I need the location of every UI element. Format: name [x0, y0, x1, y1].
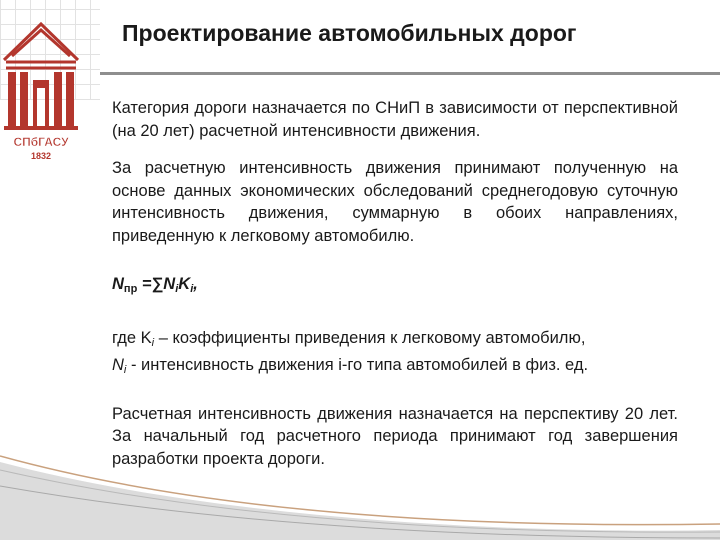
legend-k-subscript: i: [151, 336, 155, 349]
legend-n: N: [112, 356, 124, 374]
logo-year-text: 1832: [30, 151, 52, 160]
formula: [112, 273, 678, 301]
formula-n-subscript: пр: [123, 283, 138, 295]
paragraph-legend: [112, 327, 678, 382]
formula-ki-subscript: i: [190, 283, 194, 295]
legend-n-text: - интенсивность движения i-го типа автомобилей в физ. ед.: [126, 356, 589, 374]
legend-k-prefix: где K: [112, 328, 152, 347]
formula-ni-subscript: i: [175, 283, 179, 295]
paragraph-intensity-definition: За расчетную интенсивность движения принимают полученную на основе данных экономических обследований среднегодовую суточную интенсивность движения, суммарную в обоих направлениях, приведенную к легковому автомобилю.: [112, 159, 678, 245]
title-underline: [100, 72, 720, 75]
legend-line-n: [112, 354, 678, 382]
paragraph-perspective: Расчетная интенсивность движения назначается на перспективу 20 лет. За начальный год расчетного периода принимают год завершения разработки проекта дороги.: [112, 404, 678, 468]
formula-k: K: [178, 275, 191, 293]
bottom-decoration: [0, 448, 720, 540]
paragraph-category: Категория дороги назначается по СНиП в зависимости от перспективной (на 20 лет) расчетной интенсивности движения.: [112, 99, 678, 140]
legend-k-text: – коэффициенты приведения к легковому автомобилю,: [154, 328, 586, 347]
slide-content: [112, 97, 678, 470]
formula-n: N: [112, 275, 124, 293]
formula-sum: =∑N: [137, 275, 176, 293]
legend-n-subscript: i: [123, 364, 127, 376]
formula-comma: ,: [193, 275, 198, 293]
university-logo: [0, 20, 82, 160]
logo-name-text: СПбГАСУ: [13, 135, 69, 149]
legend-line-k: [112, 327, 678, 355]
page-title: Проектирование автомобильных дорог: [122, 20, 577, 46]
